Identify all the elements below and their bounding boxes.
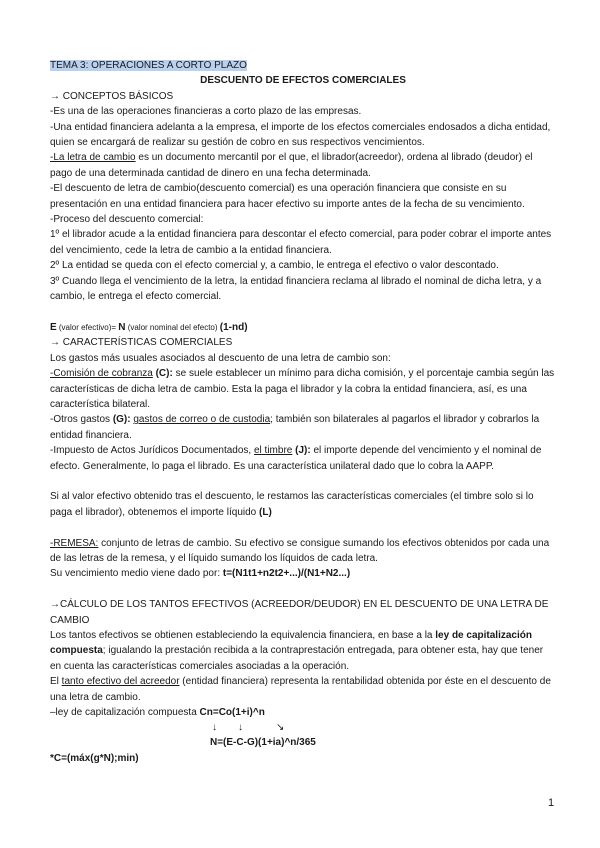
formula-e: E (50, 321, 57, 333)
code-g: (G): (112, 414, 131, 426)
spacer (50, 305, 556, 320)
formula-expr: (1-nd) (219, 321, 248, 333)
formula-vencimiento: t=(N1t1+n2t2+...)/(N1+N2...) (222, 568, 351, 580)
formula-efectivo (50, 320, 556, 335)
term-gastos-correo: gastos de correo o de custodia (133, 414, 271, 426)
paragraph: -El descuento de letra de cambio(descuento comercial) es una operación financiera que consiste en su presentación en una entidad financiera para hacer efectivo su importe antes de la fecha de su vencimiento. (50, 183, 525, 210)
arrow-down-icon: ↓ (238, 722, 243, 734)
term-remesa: -REMESA: (50, 537, 99, 549)
text: el importe depende del vencimiento y el nominal de efecto. Generalmente, lo paga el librado. Es una característica unilateral dado que lo cobra la AAPP. (50, 445, 542, 472)
text: se suele establecer un mínimo para dicha comisión, y el porcentaje cambia según las características de dicha letra de cambio. Esta la paga el librador y la cobra la entidad financiera, así, es una característica bilateral. (50, 368, 555, 410)
page-content (50, 58, 556, 766)
paragraph-ley (50, 705, 556, 720)
formula-capitalizacion: Cn=Co(1+i)^n (199, 707, 265, 718)
paragraph-remesa (50, 536, 556, 567)
paragraph-otros-gastos (50, 412, 556, 443)
code-c: (C): (152, 368, 173, 380)
topic-heading-text: TEMA 3: OPERACIONES A CORTO PLAZO (50, 60, 247, 71)
text: (entidad financiera) representa la rentabilidad obtenida por éste en el descuento de una letra de cambio. (50, 676, 551, 703)
paragraph: 1º el librador acude a la entidad financiera para descontar el efecto comercial, para poder cobrar el importe antes del vencimiento, cede la letra de cambio a la entidad financiera. (50, 229, 552, 256)
text: conjunto de letras de cambio. Su efectivo se consigue sumando los efectivos obtenidos por cada una de las letras de la remesa, y el líquido sumando los líquidos de cada letra. (50, 537, 550, 564)
paragraph: Los gastos más usuales asociados al descuento de una letra de cambio son: (50, 352, 391, 364)
arrow-down-icon: ↓ (212, 722, 217, 734)
text: -Otros gastos (50, 414, 113, 426)
document-title: DESCUENTO DE EFECTOS COMERCIALES (200, 75, 406, 87)
section-heading-caracteristicas: → CARACTERÍSTICAS COMERCIALES (50, 337, 233, 349)
section-heading-calculo: →CÁLCULO DE LOS TANTOS EFECTIVOS (ACREEDOR/DEUDOR) EN EL DESCUENTO DE UNA LETRA DE CAMBIO (50, 599, 549, 626)
paragraph-letra-cambio (50, 150, 556, 181)
section-heading-conceptos: → CONCEPTOS BÁSICOS (50, 90, 174, 102)
arrow-row (50, 720, 556, 735)
paragraph-comision (50, 366, 556, 412)
formula-n-desc: (valor nominal del efecto) (125, 322, 220, 332)
paragraph-liquido (50, 489, 556, 520)
arrow-diagonal-icon: ↘ (276, 722, 285, 734)
paragraph-tantos (50, 628, 556, 674)
formula-e-desc: (valor efectivo)= (56, 322, 119, 332)
term-letra-cambio: -La letra de cambio (50, 152, 136, 164)
text: El (50, 676, 62, 688)
text: Si al valor efectivo obtenido tras el descuento, le restamos las características comerciales (el timbre solo si lo paga el librador), obtenemos el importe líquido (50, 491, 534, 518)
term-timbre: el timbre (254, 445, 293, 457)
formula-comision: *C=(máx(g*N);min) (50, 752, 139, 764)
term-ley-capitalizacion: ley de capitalización compuesta (50, 629, 532, 657)
topic-heading (50, 58, 556, 73)
paragraph: -Proceso del descuento comercial: (50, 214, 204, 226)
paragraph-vencimiento (50, 566, 556, 581)
formula-nominal: N=(E-C-G)(1+ia)^n/365 (210, 737, 316, 749)
text: -Impuesto de Actos Jurídicos Documentados, (50, 445, 254, 457)
text: es un documento mercantil por el que, el librador(acreedor), ordena al librado (deudor) el pago de una determinada cantidad de dinero en una fecha determinada. (50, 152, 533, 179)
text: ; también son bilaterales al pagarlos el librador y cobrarlos la entidad financiera. (50, 414, 540, 441)
page-number: 1 (548, 797, 555, 809)
text: Su vencimiento medio viene dado por: (50, 568, 223, 580)
paragraph: 3º Cuando llega el vencimiento de la letra, la entidad financiera reclama al librado el nominal de dicha letra, y a cambio, le entrega el efecto comercial. (50, 275, 542, 303)
formula-n: N (118, 321, 126, 333)
spacer (50, 582, 556, 597)
spacer (50, 520, 556, 535)
text: ; igualando la prestación recibida a la contraprestación entregada, para obtener esta, hay que tener en cuenta las características comerciales asociadas a la operación. (50, 645, 544, 672)
paragraph: 2º La entidad se queda con el efecto comercial y, a cambio, le entrega el efectivo o valor descontado. (50, 260, 499, 272)
term-comision: -Comisión de cobranza (50, 368, 153, 380)
text: Los tantos efectivos se obtienen estableciendo la equivalencia financiera, en base a la (50, 629, 436, 641)
paragraph: -Una entidad financiera adelanta a la empresa, el importe de los efectos comerciales endosados a dicha entidad, quien se encargará de realizar su gestión de cobro en sus respectivos vencimientos. (50, 121, 551, 149)
term-tanto-acreedor: tanto efectivo del acreedor (61, 676, 180, 688)
paragraph-tanto-acreedor (50, 674, 556, 705)
paragraph: -Es una de las operaciones financieras a corto plazo de las empresas. (50, 106, 362, 118)
paragraph-impuesto (50, 443, 556, 474)
code-l: (L) (259, 506, 272, 518)
spacer (50, 474, 556, 489)
text: –ley de capitalización compuesta (50, 707, 200, 718)
code-j: (J): (292, 445, 311, 457)
